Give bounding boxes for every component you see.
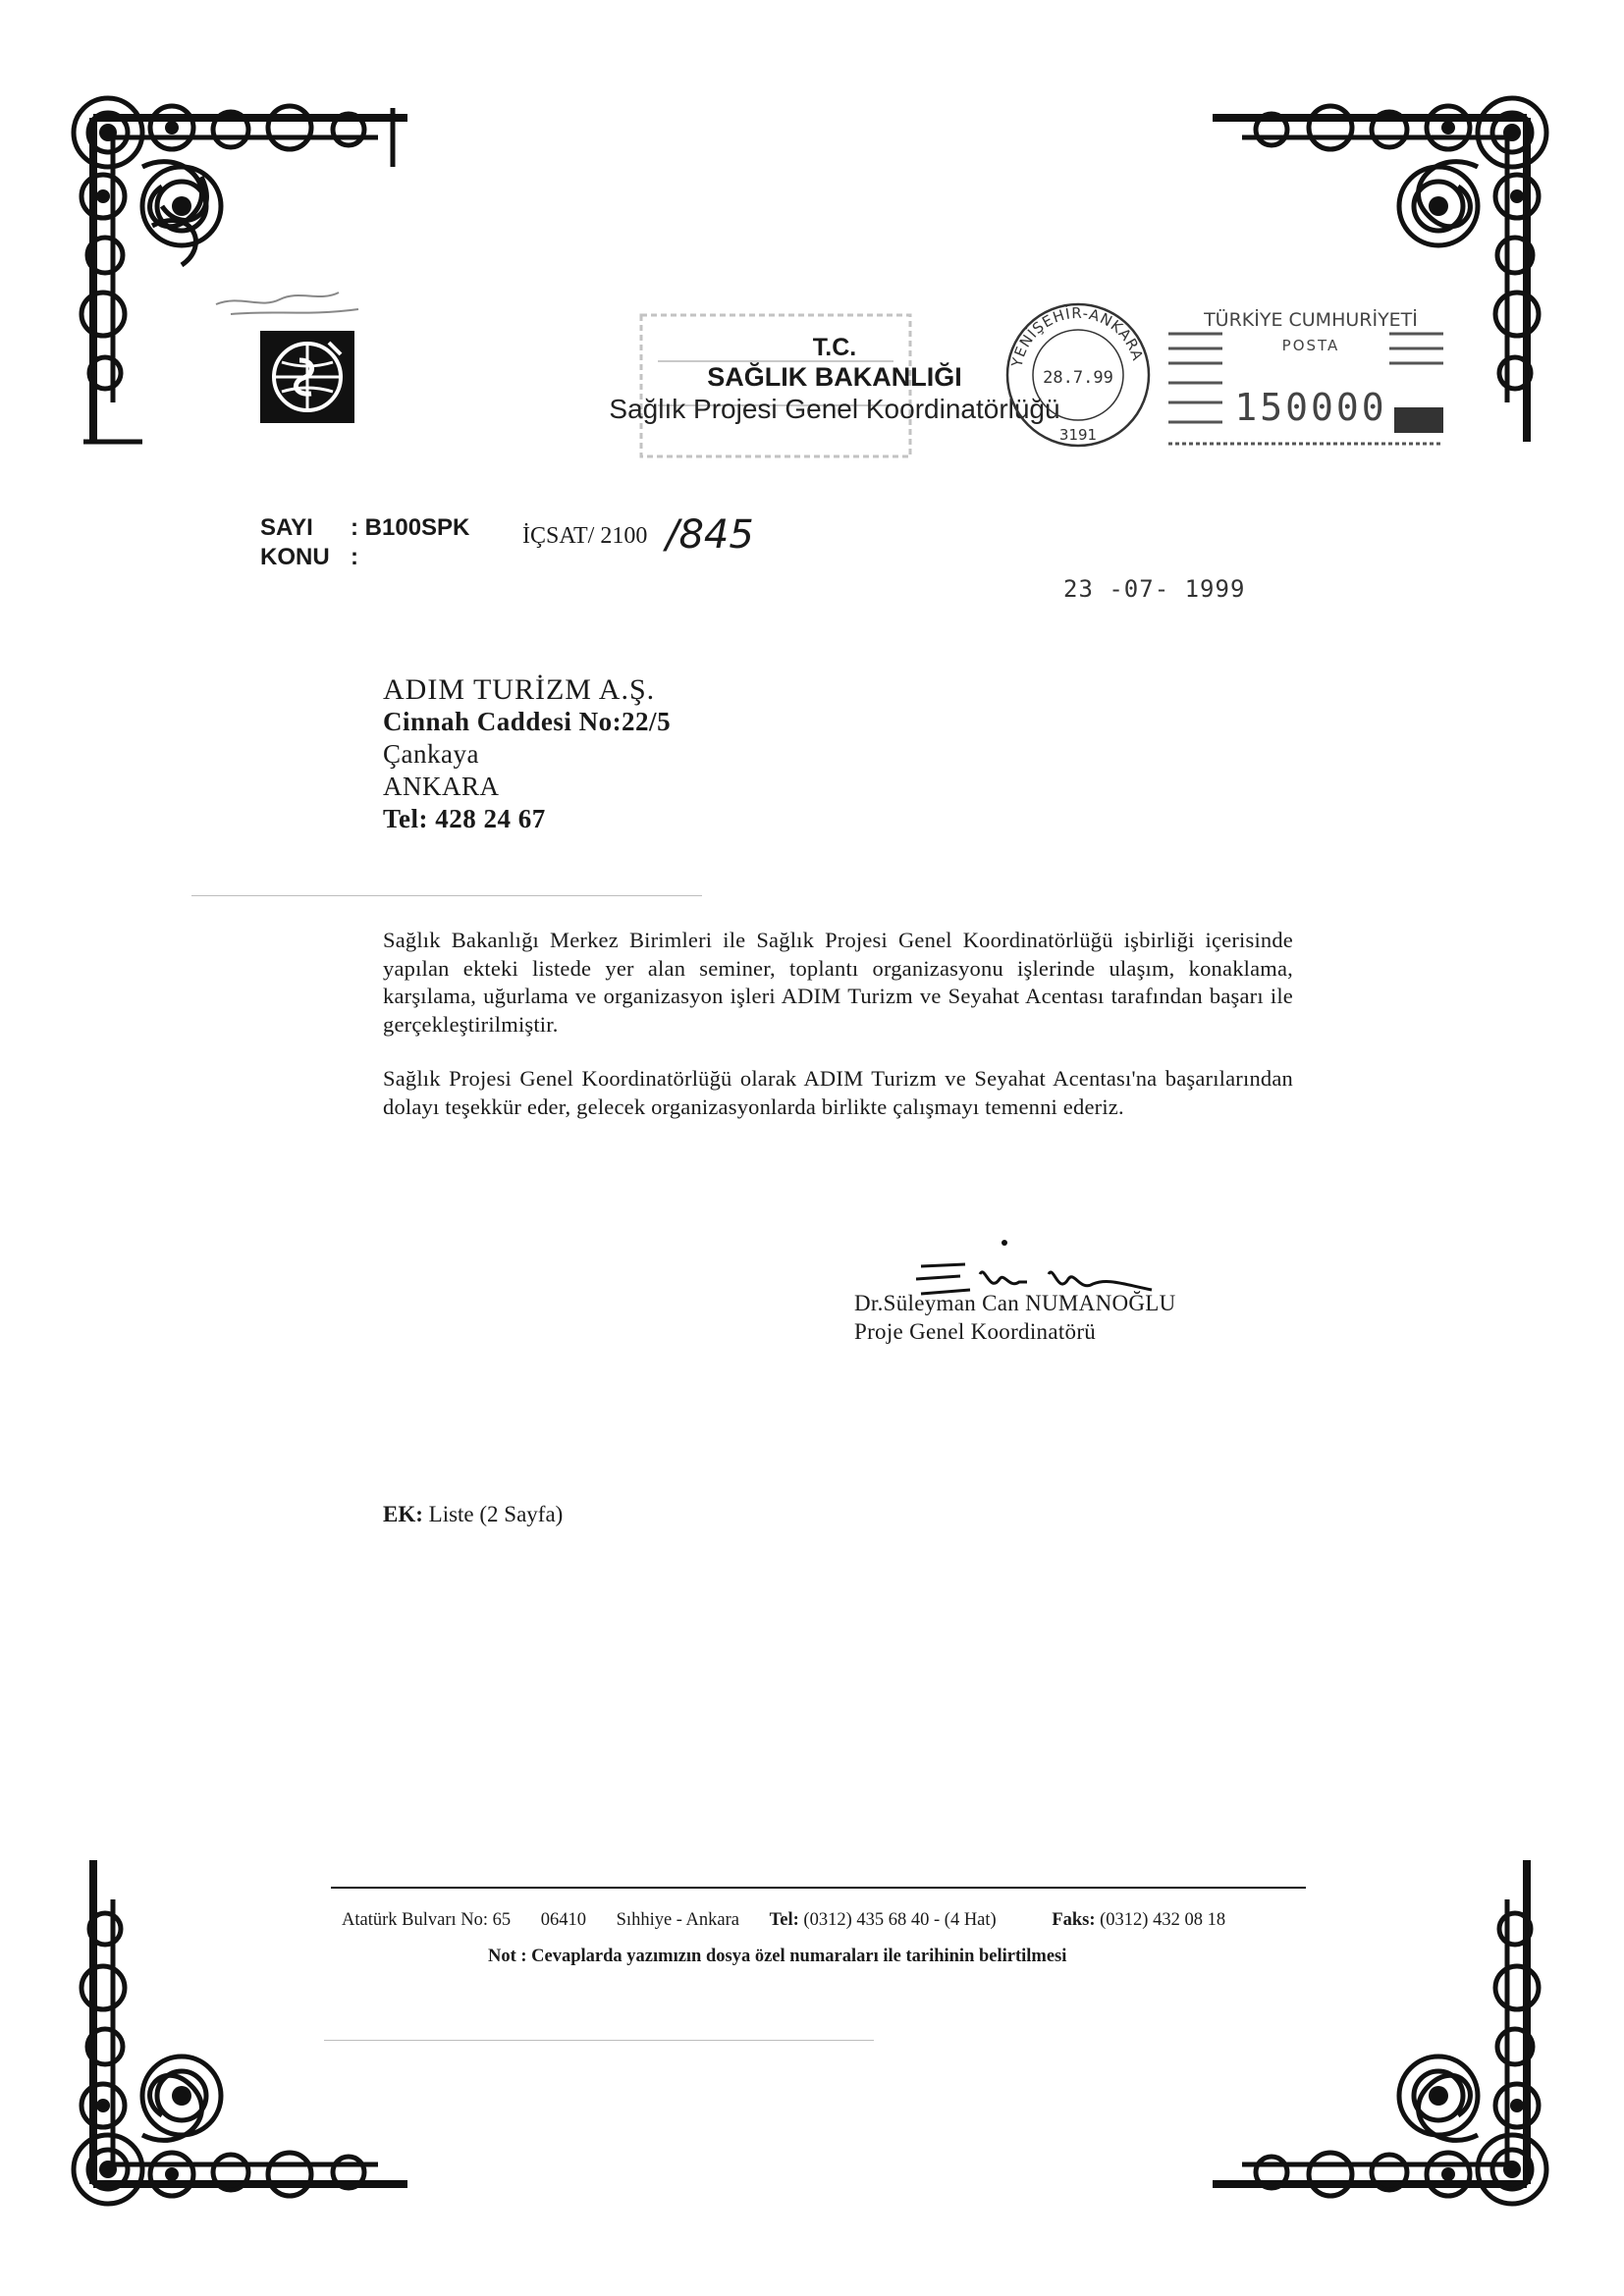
- footer-postcode: 06410: [540, 1910, 587, 1930]
- recipient-name: ADIM TURİZM A.Ş.: [383, 673, 656, 706]
- footer-fax-value: (0312) 432 08 18: [1100, 1910, 1226, 1930]
- recipient-district: Çankaya: [383, 739, 479, 769]
- footer-divider: [331, 1887, 1306, 1889]
- meter-value: 150000: [1234, 386, 1387, 429]
- reference-handwritten-number: /845: [666, 512, 754, 558]
- konu-value: :: [351, 544, 358, 570]
- signatory-title: Proje Genel Koordinatörü: [854, 1319, 1097, 1344]
- document-date: 23 -07- 1999: [1063, 575, 1246, 603]
- svg-text:YENİŞEHİR-ANKARA: [1007, 304, 1147, 370]
- ministry-logo: [260, 331, 354, 423]
- postmark-city: YENİŞEHİR-ANKARA: [1007, 303, 1148, 369]
- reference-code: İÇSAT/ 2100: [522, 523, 648, 549]
- attachment-label: EK:: [383, 1502, 423, 1526]
- footer-contact: [342, 1910, 1324, 1931]
- postmark-date: 28.7.99: [1043, 368, 1113, 388]
- scan-smudge-bottom: [324, 2040, 874, 2041]
- org-ministry: SAĞLIK BAKANLIĞI: [707, 362, 962, 392]
- meter-label: POSTA: [1281, 337, 1340, 354]
- org-unit: Sağlık Projesi Genel Koordinatörlüğü: [609, 394, 1060, 424]
- footer-tel-label: Tel:: [769, 1910, 799, 1930]
- ornament-top-left: [54, 79, 427, 452]
- footer-fax-label: Faks:: [1052, 1910, 1096, 1930]
- sayi-value: : B100SPK: [351, 514, 470, 541]
- footer-district: Sıhhiye - Ankara: [616, 1910, 740, 1930]
- signatory-name: Dr.Süleyman Can NUMANOĞLU: [854, 1291, 1176, 1315]
- body-paragraph-2: Sağlık Projesi Genel Koordinatörlüğü olarak ADIM Turizm ve Seyahat Acentası'na başarılarından dolayı teşekkür eder, gelecek organizasyonlarda birlikte çalışmayı temenni ederiz.: [383, 1066, 1293, 1119]
- body-paragraph-1: Sağlık Bakanlığı Merkez Birimleri ile Sağlık Projesi Genel Koordinatörlüğü işbirliği içerisinde yapılan ekteki listede yer alan seminer, toplantı organizasyonu işlerinde ulaşım, konaklama, karşılama, uğurlama ve organizasyon işleri ADIM Turizm ve Seyahat Acentası tarafından başarı ile gerçekleştirilmiştir.: [383, 928, 1293, 1037]
- recipient-city: ANKARA: [383, 772, 500, 801]
- recipient-phone: Tel: 428 24 67: [383, 804, 546, 833]
- recipient-address: [383, 673, 671, 835]
- reference-labels: [260, 513, 469, 572]
- postage-meter: [1164, 304, 1448, 452]
- scan-smudge: [191, 895, 702, 896]
- postmark-stamp: [1000, 294, 1157, 456]
- letter-body: [383, 927, 1293, 1148]
- sayi-label: SAYI: [260, 514, 313, 541]
- signatory-block: [854, 1289, 1176, 1346]
- meter-title: TÜRKİYE CUMHURİYETİ: [1204, 309, 1418, 331]
- pen-scribble: [211, 275, 398, 324]
- org-tc: T.C.: [812, 334, 857, 361]
- attachment-value: Liste (2 Sayfa): [428, 1502, 564, 1526]
- ornament-bottom-left: [54, 1850, 427, 2223]
- konu-label: KONU: [260, 544, 330, 570]
- attachment-line: [383, 1502, 563, 1527]
- footer-note: Not : Cevaplarda yazımızın dosya özel numaraları ile tarihinin belirtilmesi: [488, 1947, 1067, 1966]
- footer-tel-value: (0312) 435 68 40 - (4 Hat): [803, 1910, 997, 1930]
- footer-address: Atatürk Bulvarı No: 65: [342, 1910, 512, 1930]
- postmark-code: 3191: [1058, 426, 1098, 444]
- recipient-street: Cinnah Caddesi No:22/5: [383, 707, 672, 736]
- ornament-bottom-right: [1193, 1850, 1566, 2223]
